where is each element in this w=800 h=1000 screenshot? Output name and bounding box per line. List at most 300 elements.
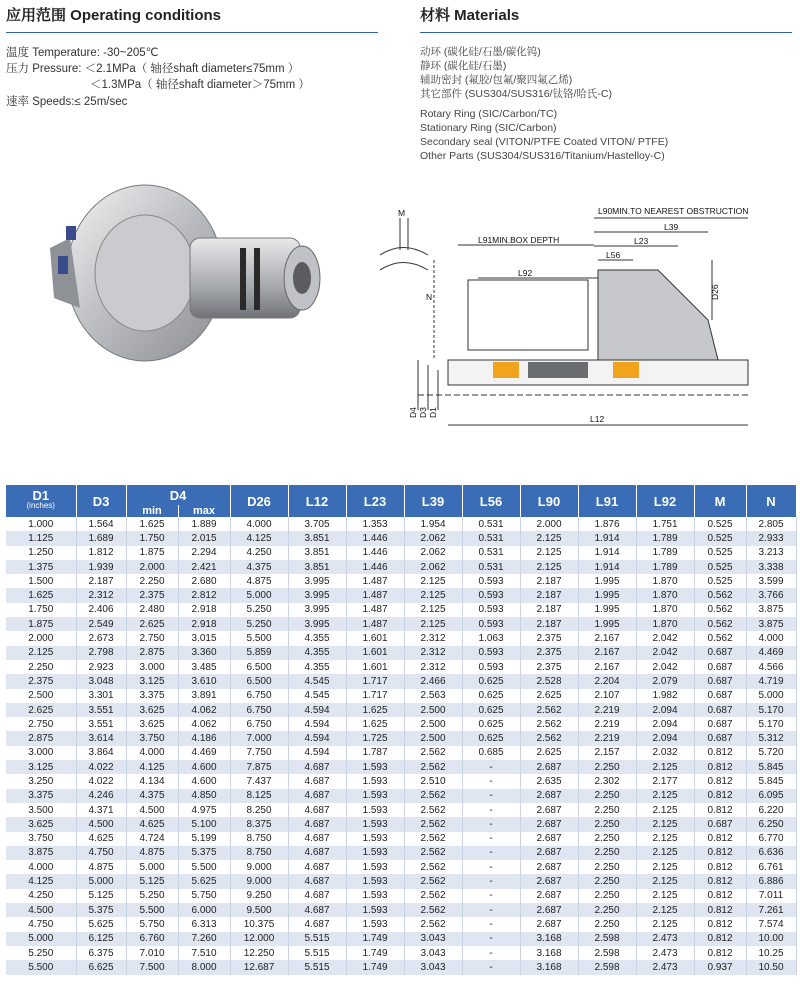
table-cell: 4.000: [230, 517, 288, 531]
table-cell: 6.750: [230, 703, 288, 717]
table-cell: 2.094: [636, 703, 694, 717]
table-cell: 2.250: [578, 789, 636, 803]
table-cell: 0.812: [694, 903, 746, 917]
table-cell: 8.750: [230, 832, 288, 846]
table-row: [6, 531, 796, 545]
table-cell: 3.338: [746, 560, 796, 574]
table-cell: 2.125: [636, 832, 694, 846]
table-cell: 2.625: [520, 689, 578, 703]
table-cell: 1.375: [6, 560, 76, 574]
table-row: [6, 932, 796, 946]
table-cell: 1.446: [346, 560, 404, 574]
table-cell: 7.437: [230, 774, 288, 788]
table-cell: 2.562: [404, 846, 462, 860]
table-cell: 2.062: [404, 560, 462, 574]
table-cell: 0.687: [694, 689, 746, 703]
table-cell: 2.062: [404, 531, 462, 545]
table-cell: 2.933: [746, 531, 796, 545]
table-cell: 2.598: [578, 960, 636, 974]
table-cell: 1.954: [404, 517, 462, 531]
table-cell: 5.750: [126, 917, 178, 931]
label-l56: L56: [606, 250, 621, 260]
table-cell: 1.876: [578, 517, 636, 531]
table-cell: 12.000: [230, 932, 288, 946]
label-d4: D4: [408, 407, 418, 418]
table-cell: -: [462, 832, 520, 846]
table-cell: 1.500: [6, 574, 76, 588]
table-cell: 0.531: [462, 560, 520, 574]
table-cell: 4.371: [76, 803, 126, 817]
table-cell: 2.302: [578, 774, 636, 788]
table-cell: 5.000: [230, 588, 288, 602]
table-cell: 3.048: [76, 674, 126, 688]
table-cell: 3.375: [126, 689, 178, 703]
table-cell: 0.812: [694, 803, 746, 817]
table-cell: 2.466: [404, 674, 462, 688]
table-cell: 1.870: [636, 617, 694, 631]
table-cell: 1.593: [346, 889, 404, 903]
table-cell: 7.500: [126, 960, 178, 974]
table-cell: 0.525: [694, 517, 746, 531]
table-cell: 2.125: [404, 617, 462, 631]
table-cell: 0.812: [694, 832, 746, 846]
header-d4-min: min: [126, 505, 178, 517]
table-cell: 2.687: [520, 903, 578, 917]
table-cell: 2.687: [520, 817, 578, 831]
table-cell: 1.870: [636, 603, 694, 617]
table-cell: 3.995: [288, 588, 346, 602]
table-cell: 2.687: [520, 832, 578, 846]
table-row: [6, 789, 796, 803]
table-cell: 5.000: [76, 874, 126, 888]
table-cell: 4.062: [178, 717, 230, 731]
header-n: N: [746, 485, 796, 517]
table-cell: 1.353: [346, 517, 404, 531]
table-cell: 1.914: [578, 546, 636, 560]
label-l91: L91MIN.BOX DEPTH: [478, 235, 560, 245]
table-cell: 3.875: [746, 603, 796, 617]
header-l12: L12: [288, 485, 346, 517]
table-cell: 3.125: [126, 674, 178, 688]
table-cell: 3.995: [288, 603, 346, 617]
table-cell: 1.749: [346, 932, 404, 946]
seal-photo: [40, 178, 350, 408]
table-cell: 6.125: [76, 932, 126, 946]
table-cell: 4.545: [288, 689, 346, 703]
table-cell: 2.125: [636, 903, 694, 917]
table-cell: 2.510: [404, 774, 462, 788]
table-cell: 1.870: [636, 588, 694, 602]
table-cell: 1.593: [346, 874, 404, 888]
table-cell: -: [462, 946, 520, 960]
table-cell: 2.032: [636, 746, 694, 760]
header-d4-max: max: [178, 505, 230, 517]
table-cell: 2.187: [520, 588, 578, 602]
table-cell: 4.687: [288, 832, 346, 846]
table-cell: 0.562: [694, 617, 746, 631]
table-cell: 6.250: [746, 817, 796, 831]
table-cell: 0.525: [694, 574, 746, 588]
label-l12: L12: [590, 414, 605, 424]
table-cell: 0.593: [462, 588, 520, 602]
table-row: [6, 960, 796, 974]
table-cell: 1.593: [346, 789, 404, 803]
table-cell: 5.199: [178, 832, 230, 846]
label-l39: L39: [664, 222, 679, 232]
table-cell: 1.625: [6, 588, 76, 602]
table-cell: 5.720: [746, 746, 796, 760]
header-l39: L39: [404, 485, 462, 517]
header-l92: L92: [636, 485, 694, 517]
table-cell: 2.094: [636, 731, 694, 745]
table-cell: 0.812: [694, 774, 746, 788]
table-cell: -: [462, 874, 520, 888]
table-cell: 2.125: [636, 803, 694, 817]
table-cell: 2.187: [76, 574, 126, 588]
table-cell: 0.812: [694, 946, 746, 960]
table-cell: 3.360: [178, 646, 230, 660]
table-cell: 5.515: [288, 946, 346, 960]
table-cell: 2.294: [178, 546, 230, 560]
table-cell: 4.687: [288, 917, 346, 931]
speed-line: 速率 Speeds:≤ 25m/sec: [6, 96, 128, 108]
table-cell: 5.125: [126, 874, 178, 888]
table-row: [6, 617, 796, 631]
table-cell: 3.750: [6, 832, 76, 846]
table-cell: 9.500: [230, 903, 288, 917]
table-cell: 12.687: [230, 960, 288, 974]
table-cell: 2.125: [636, 917, 694, 931]
table-cell: 2.549: [76, 617, 126, 631]
table-cell: 4.355: [288, 631, 346, 645]
table-cell: 0.525: [694, 560, 746, 574]
table-cell: 4.500: [6, 903, 76, 917]
table-cell: 3.500: [6, 803, 76, 817]
table-cell: 2.250: [578, 860, 636, 874]
table-row: [6, 817, 796, 831]
table-cell: 1.601: [346, 631, 404, 645]
table-cell: 3.168: [520, 960, 578, 974]
table-cell: 4.594: [288, 703, 346, 717]
table-cell: 5.312: [746, 731, 796, 745]
table-cell: 2.625: [126, 617, 178, 631]
table-row: [6, 803, 796, 817]
table-cell: 0.531: [462, 546, 520, 560]
table-cell: 2.805: [746, 517, 796, 531]
table-cell: 2.250: [578, 889, 636, 903]
table-cell: 0.531: [462, 531, 520, 545]
table-cell: 4.594: [288, 717, 346, 731]
header-d4: D4: [126, 485, 230, 505]
table-cell: -: [462, 917, 520, 931]
table-cell: 3.625: [6, 817, 76, 831]
table-cell: 0.812: [694, 789, 746, 803]
table-cell: 1.789: [636, 546, 694, 560]
table-cell: 12.250: [230, 946, 288, 960]
table-cell: 2.562: [520, 717, 578, 731]
table-cell: 0.593: [462, 646, 520, 660]
table-row: [6, 517, 796, 531]
table-cell: 2.167: [578, 660, 636, 674]
table-cell: 7.750: [230, 746, 288, 760]
table-cell: 1.870: [636, 574, 694, 588]
table-cell: 0.593: [462, 660, 520, 674]
table-cell: 2.000: [6, 631, 76, 645]
table-cell: 1.889: [178, 517, 230, 531]
table-cell: 5.000: [126, 860, 178, 874]
material-en-line: Stationary Ring (SIC/Carbon): [420, 122, 557, 134]
table-cell: 3.851: [288, 531, 346, 545]
table-cell: 2.687: [520, 789, 578, 803]
table-cell: 4.022: [76, 774, 126, 788]
table-cell: 3.875: [6, 846, 76, 860]
table-cell: 1.787: [346, 746, 404, 760]
table-cell: 2.923: [76, 660, 126, 674]
table-cell: 2.187: [520, 603, 578, 617]
table-cell: 1.725: [346, 731, 404, 745]
label-l23: L23: [634, 236, 649, 246]
table-cell: 2.312: [404, 646, 462, 660]
pressure-line-2: ＜1.3MPa（ 轴径shaft diameter＞75mm ）: [90, 79, 310, 91]
table-cell: 3.168: [520, 932, 578, 946]
material-en-line: Secondary seal (VITON/PTFE Coated VITON/ PTFE): [420, 136, 669, 148]
table-cell: 3.851: [288, 560, 346, 574]
table-cell: 0.562: [694, 588, 746, 602]
table-cell: 6.886: [746, 874, 796, 888]
table-cell: 6.500: [230, 674, 288, 688]
table-cell: 2.187: [520, 574, 578, 588]
table-cell: 6.000: [178, 903, 230, 917]
table-cell: 5.170: [746, 717, 796, 731]
dimension-table: [6, 485, 797, 975]
table-cell: -: [462, 774, 520, 788]
table-cell: -: [462, 932, 520, 946]
table-row: [6, 560, 796, 574]
table-row: [6, 860, 796, 874]
table-row: [6, 674, 796, 688]
header-l23: L23: [346, 485, 404, 517]
table-cell: 5.375: [178, 846, 230, 860]
table-cell: 4.469: [746, 646, 796, 660]
table-cell: 4.687: [288, 874, 346, 888]
table-cell: 1.593: [346, 903, 404, 917]
table-cell: 0.687: [694, 717, 746, 731]
table-cell: 2.562: [404, 746, 462, 760]
table-cell: 4.250: [230, 546, 288, 560]
table-cell: 3.750: [126, 731, 178, 745]
temperature-line: 温度 Temperature: -30~205℃: [6, 47, 159, 59]
table-cell: 2.250: [578, 903, 636, 917]
table-cell: 7.261: [746, 903, 796, 917]
table-cell: 2.042: [636, 631, 694, 645]
table-cell: 2.250: [578, 832, 636, 846]
label-n: N: [426, 292, 433, 302]
table-cell: 2.167: [578, 646, 636, 660]
table-row: [6, 903, 796, 917]
table-cell: 4.125: [230, 531, 288, 545]
table-cell: 1.914: [578, 560, 636, 574]
table-row: [6, 846, 796, 860]
table-cell: 7.875: [230, 760, 288, 774]
table-cell: 0.625: [462, 731, 520, 745]
table-cell: 0.625: [462, 717, 520, 731]
table-cell: 4.719: [746, 674, 796, 688]
table-row: [6, 588, 796, 602]
table-cell: 2.015: [178, 531, 230, 545]
table-cell: 5.625: [178, 874, 230, 888]
table-cell: 2.042: [636, 660, 694, 674]
table-cell: 5.515: [288, 960, 346, 974]
table-cell: 1.995: [578, 617, 636, 631]
table-row: [6, 774, 796, 788]
table-cell: 0.937: [694, 960, 746, 974]
table-cell: 3.599: [746, 574, 796, 588]
table-cell: 1.593: [346, 803, 404, 817]
table-cell: 2.125: [6, 646, 76, 660]
table-cell: 0.812: [694, 846, 746, 860]
table-cell: 4.625: [126, 817, 178, 831]
table-cell: 5.375: [76, 903, 126, 917]
table-cell: 1.593: [346, 774, 404, 788]
table-cell: 4.875: [126, 846, 178, 860]
table-cell: 7.010: [126, 946, 178, 960]
table-cell: 3.000: [6, 746, 76, 760]
table-cell: 3.551: [76, 717, 126, 731]
table-cell: 4.545: [288, 674, 346, 688]
table-cell: 2.250: [578, 760, 636, 774]
label-d1: D1: [428, 407, 438, 418]
table-cell: 1.593: [346, 817, 404, 831]
table-cell: 2.219: [578, 731, 636, 745]
material-en-line: Other Parts (SUS304/SUS316/Titanium/Hastelloy-C): [420, 150, 665, 162]
table-cell: 2.204: [578, 674, 636, 688]
table-cell: 4.000: [126, 746, 178, 760]
header-l56: L56: [462, 485, 520, 517]
table-cell: 5.500: [178, 860, 230, 874]
table-cell: 10.375: [230, 917, 288, 931]
table-cell: 2.680: [178, 574, 230, 588]
table-cell: 1.487: [346, 603, 404, 617]
table-cell: 3.875: [746, 617, 796, 631]
table-cell: 3.043: [404, 946, 462, 960]
table-cell: 4.687: [288, 774, 346, 788]
table-cell: 4.375: [126, 789, 178, 803]
table-cell: 1.939: [76, 560, 126, 574]
table-cell: 1.789: [636, 560, 694, 574]
table-cell: 2.562: [520, 731, 578, 745]
table-cell: 2.421: [178, 560, 230, 574]
table-cell: 1.751: [636, 517, 694, 531]
table-cell: 1.717: [346, 689, 404, 703]
table-row: [6, 832, 796, 846]
table-cell: 2.673: [76, 631, 126, 645]
table-cell: 4.125: [6, 874, 76, 888]
table-cell: 2.125: [636, 846, 694, 860]
table-cell: 5.170: [746, 703, 796, 717]
table-cell: 0.687: [694, 703, 746, 717]
table-cell: 1.446: [346, 546, 404, 560]
material-en-line: Rotary Ring (SIC/Carbon/TC): [420, 108, 558, 120]
table-cell: 2.563: [404, 689, 462, 703]
table-cell: 0.687: [694, 646, 746, 660]
header-l91: L91: [578, 485, 636, 517]
table-cell: -: [462, 889, 520, 903]
table-row: [6, 603, 796, 617]
table-row: [6, 917, 796, 931]
table-cell: 4.750: [76, 846, 126, 860]
table-cell: 1.601: [346, 660, 404, 674]
table-cell: 1.717: [346, 674, 404, 688]
table-cell: 2.250: [578, 874, 636, 888]
table-cell: 0.812: [694, 760, 746, 774]
table-cell: 2.687: [520, 803, 578, 817]
table-cell: 4.600: [178, 760, 230, 774]
table-cell: 1.593: [346, 760, 404, 774]
table-cell: -: [462, 789, 520, 803]
table-cell: 4.975: [178, 803, 230, 817]
label-m: M: [398, 208, 406, 218]
table-cell: 1.601: [346, 646, 404, 660]
table-cell: 1.125: [6, 531, 76, 545]
table-cell: 1.250: [6, 546, 76, 560]
table-cell: 2.375: [520, 631, 578, 645]
table-cell: 2.500: [404, 731, 462, 745]
table-cell: 1.593: [346, 860, 404, 874]
table-cell: 2.562: [404, 803, 462, 817]
table-cell: 0.525: [694, 531, 746, 545]
materials-rule: [420, 32, 792, 33]
table-cell: -: [462, 817, 520, 831]
table-cell: 2.918: [178, 603, 230, 617]
table-cell: 5.845: [746, 760, 796, 774]
table-cell: 4.355: [288, 660, 346, 674]
table-cell: 1.995: [578, 574, 636, 588]
table-cell: 5.500: [126, 903, 178, 917]
table-cell: 2.480: [126, 603, 178, 617]
table-cell: 10.50: [746, 960, 796, 974]
table-cell: 1.063: [462, 631, 520, 645]
operating-title: 应用范围 Operating conditions: [6, 7, 222, 24]
table-cell: 0.687: [694, 660, 746, 674]
table-cell: 3.043: [404, 960, 462, 974]
table-cell: 2.125: [520, 560, 578, 574]
table-cell: 2.625: [6, 703, 76, 717]
table-cell: 4.850: [178, 789, 230, 803]
table-cell: 4.246: [76, 789, 126, 803]
pressure-line: 压力 Pressure: ＜2.1MPa（ 轴径shaft diameter≤75mm ）: [6, 63, 300, 75]
table-cell: 4.875: [230, 574, 288, 588]
table-cell: 2.687: [520, 860, 578, 874]
table-cell: 6.761: [746, 860, 796, 874]
table-cell: 4.687: [288, 803, 346, 817]
table-cell: 2.375: [6, 674, 76, 688]
table-row: [6, 731, 796, 745]
table-cell: 1.487: [346, 617, 404, 631]
table-cell: 2.473: [636, 946, 694, 960]
table-cell: 4.500: [126, 803, 178, 817]
table-cell: 2.250: [6, 660, 76, 674]
table-cell: 1.487: [346, 574, 404, 588]
table-cell: 4.750: [6, 917, 76, 931]
table-cell: 2.528: [520, 674, 578, 688]
table-cell: 0.812: [694, 932, 746, 946]
label-d3: D3: [418, 407, 428, 418]
table-cell: 0.562: [694, 603, 746, 617]
table-cell: 2.375: [126, 588, 178, 602]
table-cell: 4.250: [6, 889, 76, 903]
table-cell: 5.250: [230, 603, 288, 617]
table-cell: 4.625: [76, 832, 126, 846]
